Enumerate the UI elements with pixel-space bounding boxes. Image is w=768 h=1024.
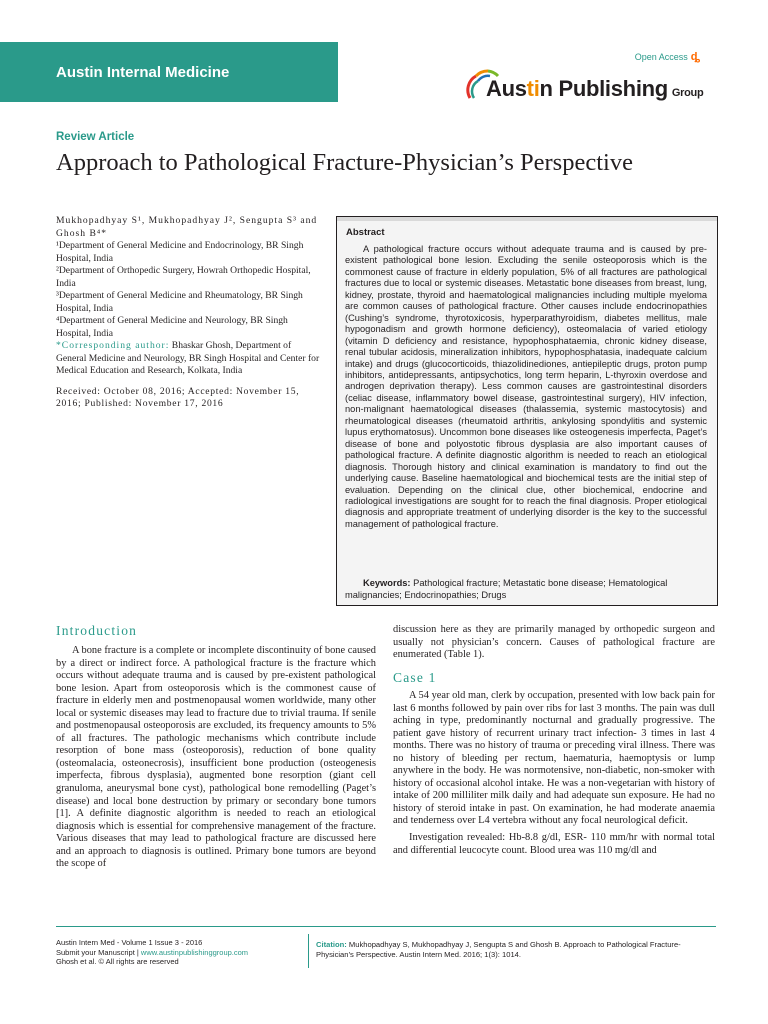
article-title: Approach to Pathological Fracture-Physician’s Perspective [56,149,633,176]
corresponding-label: *Corresponding author: [56,340,170,351]
authors: Mukhopadhyay S¹, Mukhopadhyay J², Sengupta S³ and Ghosh B⁴* [56,215,318,239]
citation-text: Mukhopadhyay S, Mukhopadhyay J, Sengupta S and Ghosh B. Approach to Pathological Fracture-Physician’s Perspective. Austin Intern Med. 2016; 1(3): 1014. [316,940,681,959]
article-type: Review Article [56,131,135,143]
investigation-paragraph: Investigation revealed: Hb-8.8 g/dl, ESR- 110 mm/hr with normal total and differential leucocyte count. Blood urea was 110 mg/dl and [393,832,715,856]
author-info [56,215,322,411]
keywords-label: Keywords: [363,578,411,588]
open-access-text: Open Access [634,52,688,62]
footer-divider [56,926,716,927]
right-column-top [393,624,715,662]
footer-vertical-divider [308,934,309,968]
open-lock-icon: ȡ [690,51,700,63]
footer-journal-info [56,938,296,967]
footer-volume: Austin Intern Med - Volume 1 Issue 3 - 2016 [56,938,203,947]
keywords [345,578,707,601]
publisher-name: Austin Publishing Group [486,76,704,101]
keywords-text: Pathological fracture; Metastatic bone disease; Hematological malignancies; Endocrinopathies; Drugs [345,578,668,600]
introduction-paragraph: A bone fracture is a complete or incomplete discontinuity of bone caused by a direct or indirect force. A pathological fracture is the fracture which occurs without adequate trauma and is caused by pre-existent pathological bone lesion. Apart from osteoporosis which is the commonest cause of fracture in elderly men and postmenopausal women worldwide, many other local or systemic diseases may lead to fracture due to trivial trauma. If senile and postmenopausal osteoporosis are excluded, its frequency amounts to 5% of all fractures. The pathologic mechanisms which contribute include resorption of bone mass (osteoporosis), reduction of bone quality (osteomalacia, osteonecrosis), insufficient bone production (osteogenesis imperfecta, fibrous dysplasia), augmented bone resorption (giant cell granuloma, aneurysmal bone cyst), pathological bone remodelling (Paget’s disease) and local bone destruction by primary or secondary bone tumors [1]. A definite diagnostic algorithm is needed to reach an etiological diagnosis which is essential for comprehensive management of the fracture. Various diseases that may lead to pathological fracture are discussed here and an approach to diagnosis is outlined. Primary bone tumors are beyond the scope of [56,645,376,870]
case-heading: Case 1 [393,670,437,685]
case-column [393,690,715,857]
footer-copyright: Ghosh et al. © All rights are reserved [56,957,179,966]
abstract-heading: Abstract [346,227,385,238]
affiliation: ¹Department of General Medicine and Endocrinology, BR Singh Hospital, India [56,240,304,264]
affiliation: ³Department of General Medicine and Rheumatology, BR Singh Hospital, India [56,290,303,314]
affiliation: ²Department of Orthopedic Surgery, Howrah Orthopedic Hospital, India [56,265,311,289]
footer-submit: Submit your Manuscript | www.austinpublishinggroup.com [56,947,249,957]
continued-paragraph: discussion here as they are primarily managed by orthopedic surgeon and usually not physician’s concern. Causes of pathological fracture are enumerated (Table 1). [393,624,715,661]
corresponding-author [56,340,322,378]
abstract-text: A pathological fracture occurs without adequate trauma and is caused by pre-existent pathological bone lesion. Excluding the senile osteoporosis which is the commonest cause of fracture in elderly population, 5% of all fractures are pathological fractures due to local or systemic diseases. Metastatic bone diseases from breast, lung, kidney, prostate, thyroid and haematological malignancies including multiple myeloma are common causes of pathological fracture. Other causes include endocrinopathies (Cushing’s syndrome, thyrotoxicosis, hyperparathyroidism, diabetes mellitus, male hypogonadism and growth hormone deficiency), osteomalacia of varied etiology (vitamin D deficiency and resistance, hypophosphataemia, chronic kidney disease, renal tubular acidosis, mineralization inhibitors, hypophosphatasia, inadequate calcium intake) and drugs (glucocorticoids, thiazolidinediones, antiepileptic drugs, proton pump inhibitors, antidepressants, antipsychotics, long term heparin, L-thyroxin overdose and androgen deprivation therapy). Less common causes are gastrointestinal disorders (celiac disease, inflammatory bowel disease, gastrointestinal surgery), HIV infection, non-malignant haematological diseases (thalassemia, systemic mastocytosis) and rheumatological diseases (rheumatoid arthritis, ankylosing spondylitis and systemic lupus erythomatosus). Uncommon bone diseases like osteogenesis imperfecta, Paget’s disease of bone and polyostotic fibrous dysplasia are also important causes of pathological fracture. A definite diagnostic algorithm is needed to reach an etiological diagnosis. Thorough history and clinical examination is mandatory to find out the underlying cause. Baseline haematological and biochemical tests are the initial step of evaluation. Depending on the clinical clue, other biochemical, endocrine and radiological investigations are sought for to reach the final diagnosis. Proper etiological diagnosis and appropriate treatment of underlying disorder is the key to the successful management of pathological fracture. [345,244,707,529]
introduction-heading: Introduction [56,623,138,638]
publisher-logo[interactable] [466,68,726,106]
article-dates: Received: October 08, 2016; Accepted: November 15, 2016; Published: November 17, 2016 [56,385,300,409]
publisher-website-link[interactable]: www.austinpublishinggroup.com [140,947,249,957]
citation-label: Citation: [316,940,347,949]
affiliation: ⁴Department of General Medicine and Neurology, BR Singh Hospital, India [56,315,288,339]
abstract-box [336,216,718,606]
case-paragraph: A 54 year old man, clerk by occupation, presented with low back pain for last 6 months followed by pain over ribs for last 3 months. The pain was dull aching in type, predominantly nocturnal and gradually progressive. The patient gave history of recurrent urinary tract infection- 3 times in last 4 months. There was no history of trauma or preceding viral illness. There was no history of bleeding per rectum, haematuria, haemoptysis or lump anywhere in the body. He was normotensive, non-diabetic, non-smoker with history of occasional alcohol intake. He was a non-vegetarian with history of intake of 200 milliliter milk daily and had adequate sun exposure. He had no history of steroid intake in past. On examination, he had moderate anaemia and tenderness over L4 vertebra without any focal neurological deficit. [393,690,715,827]
journal-name: Austin Internal Medicine [56,64,230,81]
publisher-group: Group [671,87,704,99]
introduction-column [56,645,376,871]
corresponding-text: Bhaskar Ghosh, Department of General Medicine and Neurology, BR Singh Hospital and Center for Medical Education and Research, Kolkata, India [56,340,320,376]
open-access-label[interactable] [635,51,700,63]
citation [316,940,716,959]
